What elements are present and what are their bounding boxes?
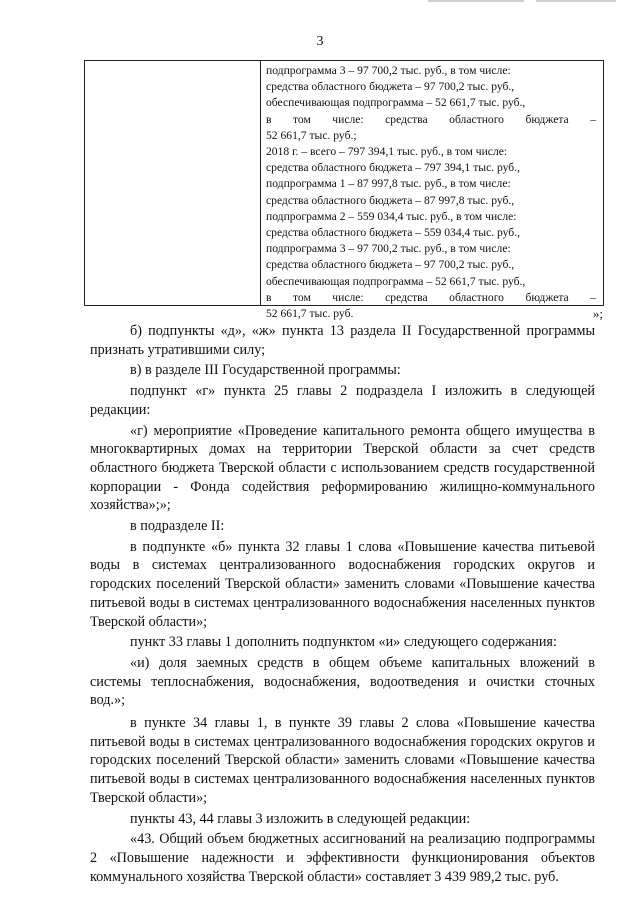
scan-mark-left [428,0,524,2]
paragraph-b: б) подпункты «д», «ж» пункта 13 раздела II Государственной программы признать утратившими силу; [90,323,595,358]
table-line: средства областного бюджета – 87 997,8 тыс. руб., [266,193,515,207]
table-line: в том числе: средства областного бюджета – [266,112,596,126]
table-line: обеспечивающая подпрограмма – 52 661,7 тыс. руб., [266,96,526,110]
table-line: 52 661,7 тыс. руб. [266,307,354,321]
table-line: подпрограмма 1 – 87 997,8 тыс. руб., в том числе: [266,177,511,191]
table-line: подпрограмма 3 – 97 700,2 тыс. руб., в том числе: [266,242,511,256]
paragraph-v: в) в разделе III Государственной программы: [130,362,401,379]
financing-table [84,60,604,321]
table-line: средства областного бюджета – 97 700,2 тыс. руб., [266,258,515,272]
paragraph-items-43-44: пункты 43, 44 главы 3 изложить в следующей редакции: [130,810,471,827]
table-line: средства областного бюджета – 97 700,2 тыс. руб., [266,80,515,94]
paragraph-measure-g: «г) мероприятие «Проведение капитального ремонта общего имущества в многоквартирных домах на территории Тверской области за счет средств областного бюджета Тверской области с использованием средств государственной корпорации - Фонда содействия реформированию жилищно-коммунального хозяйства»;»; [90,422,595,514]
paragraph-item-34-39: в пункте 34 главы 1, в пункте 39 главы 2 слова «Повышение качества питьевой воды в системах централизованного водоснабжения городских округов и городских поселений Тверской области» заменить словами «Повышение качества питьевой воды в системах централизованного водоснабжения населенных пунктов Тверской области»; [90,715,595,806]
table-line: средства областного бюджета – 559 034,4 тыс. руб., [266,226,521,240]
table-line: обеспечивающая подпрограмма – 52 661,7 тыс. руб., [266,274,526,288]
table-line: подпрограмма 2 – 559 034,4 тыс. руб., в том числе: [266,209,517,223]
table-line: средства областного бюджета – 797 394,1 тыс. руб., [266,161,521,175]
document-body [90,322,595,888]
paragraph-subitem-i: «и) доля заемных средств в общем объеме капитальных вложений в системы теплоснабжения, водоснабжения, водоотведения и очистки сточных вод.»; [90,654,595,709]
paragraph-subsection-ii: в подразделе II: [130,518,225,535]
paragraph-item-32: в подпункте «б» пункта 32 главы 1 слова «Повышение качества питьевой воды в системах централизованного водоснабжения городских округов и городских поселений Тверской области» заменить словами «Повышение качества питьевой воды в системах централизованного водоснабжения населенных пунктов Тверской области»; [90,538,595,630]
paragraph-item-33: пункт 33 главы 1 дополнить подпунктом «и» следующего содержания: [130,634,557,651]
scan-mark-right [536,0,616,2]
table-cell-financing [266,63,596,322]
table-line: 2018 г. – всего – 797 394,1 тыс. руб., в том числе: [266,145,508,159]
table-line: 52 661,7 тыс. руб.; [266,128,357,142]
paragraph-item-43: «43. Общий объем бюджетных ассигнований на реализацию подпрограммы 2 «Повышение надежности и эффективности функционирования объектов коммунального хозяйства Тверской области» составляет 3 439 989,2 тыс. руб. [90,831,595,885]
table-line: подпрограмма 3 – 97 700,2 тыс. руб., в том числе: [266,64,511,77]
paragraph-subitem-g: подпункт «г» пункта 25 главы 2 подраздела I изложить в следующей редакции: [90,383,595,418]
table-column-divider [260,61,261,305]
table-line: в том числе: средства областного бюджета – [266,290,596,304]
table-closing-quote: »; [592,306,603,321]
page-number: 3 [316,34,324,49]
